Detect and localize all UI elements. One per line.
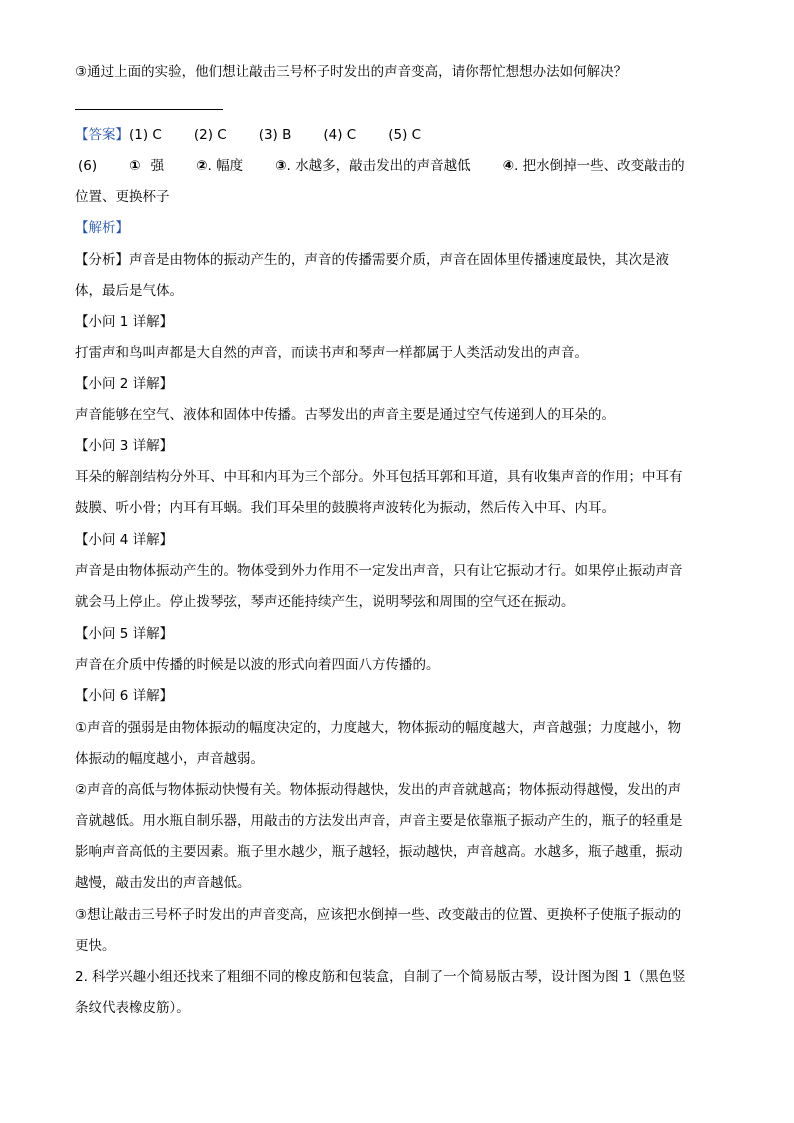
q1-text: 打雷声和鸟叫声都是大自然的声音，而读书声和琴声一样都属于人类活动发出的声音。 [75,345,588,361]
answer-part: . 把水倒掉一些、改变敲击的 [514,158,685,174]
answer-item: (4) C [323,127,357,143]
q2-text: 声音能够在空气、液体和固体中传播。古琴发出的声音主要是通过空气传递到人的耳朵的。 [75,407,615,423]
q5-heading: 【小问 5 详解】 [75,626,174,642]
q6-text: ③想让敲击三号杯子时发出的声音变高，应该把水倒掉一些、改变敲击的位置、更换杯子使瓶子振动的 [75,907,682,923]
q6-text: ②声音的高低与物体振动快慢有关。物体振动得越快，发出的声音就越高；物体振动得越慢，发出的声 [75,782,682,798]
q3-heading: 【小问 3 详解】 [75,438,174,454]
answer-label: 【答案】 [75,127,129,143]
q6-heading: 【小问 6 详解】 [75,688,174,704]
q4-text: 就会马上停止。停止拨琴弦，琴声还能持续产生，说明琴弦和周围的空气还在振动。 [75,594,575,610]
circled-num: ① [129,158,141,174]
problem2-text: 条纹代表橡皮筋）。 [75,1000,190,1016]
fenxi-line: 【分析】声音是由物体的振动产生的，声音的传播需要介质，声音在固体里传播速度最快，其次是液 [75,252,669,268]
q6-text: ①声音的强弱是由物体振动的幅度决定的，力度越大，物体振动的幅度越大，声音越强；力度越小，物 [75,720,682,736]
answer-item: (1) C [129,127,162,143]
problem2-text: 2. 科学兴趣小组还找来了粗细不同的橡皮筋和包装盒，自制了一个简易版古琴，设计图为图 1（黑色竖 [75,969,686,985]
q5-text: 声音在介质中传播的时候是以波的形式向着四面八方传播的。 [75,657,440,673]
answer-blank [75,109,223,110]
q6-text: 越慢，敲击发出的声音越低。 [75,875,251,891]
q3-text: 耳朵的解剖结构分外耳、中耳和内耳为三个部分。外耳包括耳郭和耳道，具有收集声音的作用；中耳有 [75,469,683,485]
answer-item: (3) B [258,127,292,143]
answer-part: . 水越多，敲击发出的声音越低 [286,158,471,174]
q4-heading: 【小问 4 详解】 [75,532,174,548]
q6-text: 音就越低。用水瓶自制乐器，用敲击的方法发出声音，声音主要是依靠瓶子振动产生的，瓶子的轻重是 [75,813,683,829]
answer-part: . 幅度 [207,158,244,174]
q2-heading: 【小问 2 详解】 [75,376,174,392]
answer-item: (5) C [388,127,422,143]
q6-text: 影响声音高低的主要因素。瓶子里水越少，瓶子越轻，振动越快，声音越高。水越多，瓶子越重，振动 [75,844,683,860]
answer-item: (2) C [193,127,227,143]
q6-text: 体振动的幅度越小，声音越弱。 [75,751,264,767]
q3-text: 鼓膜、听小骨；内耳有耳蜗。我们耳朵里的鼓膜将声波转化为振动，然后传入中耳、内耳。 [75,500,615,516]
answer-item6-cont: 位置、更换杯子 [75,189,170,205]
answer-item6 [78,157,685,175]
question-q3: ③通过上面的实验，他们想让敲击三号杯子时发出的声音变高，请你帮忙想想办法如何解决？ [75,64,628,80]
answer-line [75,126,421,144]
answer-part: 强 [150,158,165,174]
analysis-label: 【解析】 [75,220,129,236]
circled-num: ④ [502,158,515,174]
q1-heading: 【小问 1 详解】 [75,314,174,330]
fenxi-line: 体，最后是气体。 [75,283,183,299]
answer-item6-prefix: (6) [78,158,98,174]
q4-text: 声音是由物体振动产生的。物体受到外力作用不一定发出声音，只有让它振动才行。如果停止振动声音 [75,563,683,579]
q6-text: 更快。 [75,938,116,954]
circled-num: ③ [275,158,287,174]
circled-num: ② [196,158,208,174]
